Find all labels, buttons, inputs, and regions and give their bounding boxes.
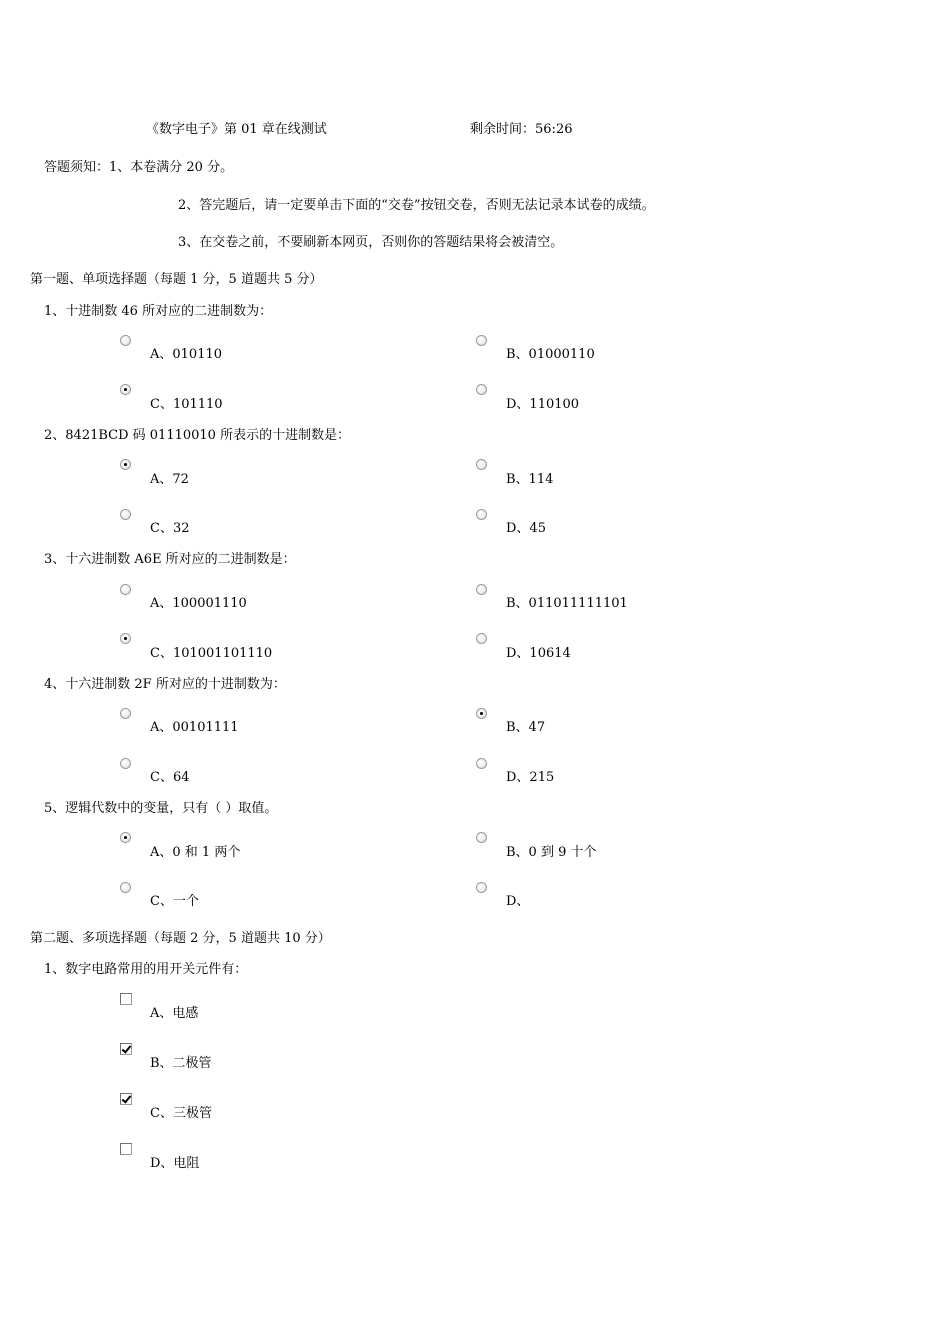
option-q1-3-a: A、100001110 xyxy=(150,596,247,611)
question-1-4-text: 4、十六进制数 2F 所对应的十进制数为： xyxy=(44,677,286,692)
option-q1-1-a: A、010110 xyxy=(150,347,223,362)
radio-q1-1-c[interactable] xyxy=(120,384,131,395)
option-q1-4-d: D、215 xyxy=(506,770,555,785)
option-q2-1-a: A、电感 xyxy=(150,1006,199,1021)
section-1-title: 第一题、单项选择题（每题 1 分，5 道题共 5 分） xyxy=(30,272,323,287)
radio-q1-1-d[interactable] xyxy=(476,384,487,395)
radio-q1-4-c[interactable] xyxy=(120,758,131,769)
radio-q1-3-d[interactable] xyxy=(476,633,487,644)
radio-q1-5-d[interactable] xyxy=(476,882,487,893)
instruction-line-1: 答题须知：1、本卷满分 20 分。 xyxy=(44,160,234,175)
timer-label: 剩余时间： xyxy=(470,122,536,137)
option-q1-1-d: D、110100 xyxy=(506,397,580,412)
option-q1-5-a: A、0 和 1 两个 xyxy=(150,845,241,860)
instruction-line-2: 2、答完题后，请一定要单击下面的“交卷”按钮交卷，否则无法记录本试卷的成绩。 xyxy=(178,198,655,213)
checkbox-q2-1-a[interactable] xyxy=(120,993,132,1005)
radio-q1-3-a[interactable] xyxy=(120,584,131,595)
radio-q1-2-b[interactable] xyxy=(476,459,487,470)
section-2-title: 第二题、多项选择题（每题 2 分，5 道题共 10 分） xyxy=(30,931,331,946)
radio-q1-4-d[interactable] xyxy=(476,758,487,769)
question-1-2-text: 2、8421BCD 码 01110010 所表示的十进制数是： xyxy=(44,428,351,443)
radio-q1-3-c[interactable] xyxy=(120,633,131,644)
checkbox-q2-1-b[interactable] xyxy=(120,1043,132,1055)
radio-q1-2-d[interactable] xyxy=(476,509,487,520)
option-q1-3-c: C、101001101110 xyxy=(150,646,273,661)
question-1-5-text: 5、逻辑代数中的变量，只有（ ）取值。 xyxy=(44,801,278,816)
radio-q1-3-b[interactable] xyxy=(476,584,487,595)
option-q1-2-a: A、72 xyxy=(150,472,189,487)
question-2-1-text: 1、数字电路常用的用开关元件有： xyxy=(44,962,248,977)
radio-q1-2-a[interactable] xyxy=(120,459,131,470)
option-q1-2-b: B、114 xyxy=(506,472,554,487)
radio-q1-5-c[interactable] xyxy=(120,882,131,893)
radio-q1-5-b[interactable] xyxy=(476,832,487,843)
timer xyxy=(470,122,572,138)
option-q1-5-d: D、 xyxy=(506,894,530,909)
option-q1-4-c: C、64 xyxy=(150,770,190,785)
page-title: 《数字电子》第 01 章在线测试 xyxy=(146,122,327,137)
option-q1-4-b: B、47 xyxy=(506,720,546,735)
option-q2-1-b: B、二极管 xyxy=(150,1056,212,1071)
radio-q1-5-a[interactable] xyxy=(120,832,131,843)
radio-q1-2-c[interactable] xyxy=(120,509,131,520)
option-q2-1-c: C、三极管 xyxy=(150,1106,212,1121)
option-q1-1-c: C、101110 xyxy=(150,397,223,412)
question-1-1-text: 1、十进制数 46 所对应的二进制数为： xyxy=(44,304,273,319)
option-q1-2-c: C、32 xyxy=(150,521,190,536)
option-q1-4-a: A、00101111 xyxy=(150,720,239,735)
radio-q1-4-a[interactable] xyxy=(120,708,131,719)
question-1-3-text: 3、十六进制数 A6E 所对应的二进制数是： xyxy=(44,552,296,567)
radio-q1-1-b[interactable] xyxy=(476,335,487,346)
option-q1-3-d: D、10614 xyxy=(506,646,571,661)
option-q1-3-b: B、011011111101 xyxy=(506,596,628,611)
radio-q1-4-b[interactable] xyxy=(476,708,487,719)
checkbox-q2-1-d[interactable] xyxy=(120,1143,132,1155)
option-q1-2-d: D、45 xyxy=(506,521,546,536)
option-q1-5-c: C、一个 xyxy=(150,894,199,909)
option-q2-1-d: D、电阻 xyxy=(150,1156,200,1171)
timer-value: 56:26 xyxy=(535,122,573,137)
option-q1-1-b: B、01000110 xyxy=(506,347,595,362)
option-q1-5-b: B、0 到 9 十个 xyxy=(506,845,597,860)
radio-q1-1-a[interactable] xyxy=(120,335,131,346)
checkbox-q2-1-c[interactable] xyxy=(120,1093,132,1105)
instruction-line-3: 3、在交卷之前，不要刷新本网页，否则你的答题结果将会被清空。 xyxy=(178,235,564,250)
